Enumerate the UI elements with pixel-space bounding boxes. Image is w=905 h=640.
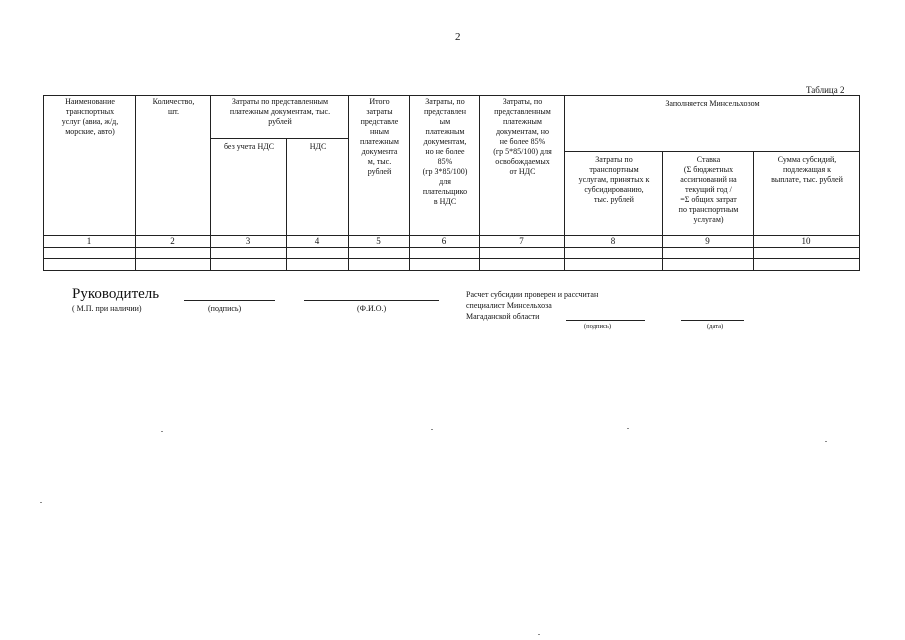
column-number-7: 7 — [519, 236, 524, 246]
scan-speck — [161, 431, 163, 432]
table-top-border — [43, 95, 860, 96]
scan-speck — [431, 429, 433, 430]
column-number-4: 4 — [314, 236, 320, 246]
header-total-costs: Итого затраты представле нным платежным документа м, тыс. рублей — [360, 97, 399, 176]
subheader-border-cols-3-4 — [210, 138, 348, 139]
signature-line — [184, 300, 275, 301]
column-number-10: 10 — [801, 236, 811, 246]
header-rate: Ставка (Σ бюджетных ассигнований на текущий год / =Σ общих затрат по транспортным услугам) — [678, 155, 739, 224]
data-row-border — [43, 258, 860, 259]
column-number-5: 5 — [376, 236, 381, 246]
numbers-row-bottom-border — [43, 247, 860, 248]
page-number: 2 — [455, 31, 461, 43]
specialist-signature-caption: (подпись) — [584, 323, 611, 330]
subheader-border-cols-8-10 — [564, 151, 860, 152]
column-number-1: 1 — [86, 236, 92, 246]
fio-line — [304, 300, 439, 301]
column-number-3: 3 — [245, 236, 251, 246]
header-subsidy-sum: Сумма субсидий, подлежащая к выплате, тыс. рублей — [771, 155, 843, 184]
table-bottom-border — [43, 270, 860, 271]
header-vat: НДС — [309, 142, 327, 151]
date-line — [681, 320, 744, 321]
col-divider-8 — [662, 151, 663, 271]
date-caption: (дата) — [707, 323, 724, 330]
header-ministry-group: Заполняется Минсельхозом — [665, 99, 760, 108]
column-number-9: 9 — [705, 236, 710, 246]
table-label: Таблица 2 — [806, 85, 845, 95]
signature-title: Руководитель — [72, 286, 160, 302]
header-accepted-costs: Затраты по транспортным услугам, принятых к субсидированию, тыс. рублей — [578, 155, 650, 204]
column-number-8: 8 — [610, 236, 616, 246]
header-service-name: Наименование транспортных услуг (авиа, ж/д, морские, авто) — [61, 97, 119, 136]
specialist-signature-line — [566, 320, 645, 321]
col-divider-3 — [286, 138, 287, 271]
signature-caption: (подпись) — [208, 304, 242, 313]
calculation-note: Расчет субсидии проверен и рассчитан специалист Минсельхоза Магаданской области — [466, 290, 599, 321]
scan-speck — [40, 502, 42, 503]
scan-speck — [627, 428, 629, 429]
fio-caption: (Ф.И.О.) — [357, 304, 387, 313]
header-quantity: Количество, шт. — [152, 97, 195, 116]
scan-speck — [538, 634, 540, 635]
table-right-border — [859, 95, 860, 271]
header-without-vat: без учета НДС — [223, 142, 275, 151]
stamp-note: ( М.П. при наличии) — [72, 304, 142, 313]
column-number-6: 6 — [441, 236, 447, 246]
header-costs-vat-exempt: Затраты, по представленным платежным документам, но не более 85% (гр 5*85/100) для освобождаемых от НДС — [493, 97, 552, 176]
header-costs-group: Затраты по представленным платежным документам, тыс. рублей — [229, 97, 331, 126]
col-divider-9 — [753, 151, 754, 271]
subsidy-table — [43, 95, 860, 270]
column-number-2: 2 — [170, 236, 175, 246]
scan-speck — [825, 441, 827, 442]
header-costs-vat-payers: Затраты, по представлен ым платежным документам, но не более 85% (гр 3*85/100) для плательщико в НДС — [422, 97, 468, 206]
